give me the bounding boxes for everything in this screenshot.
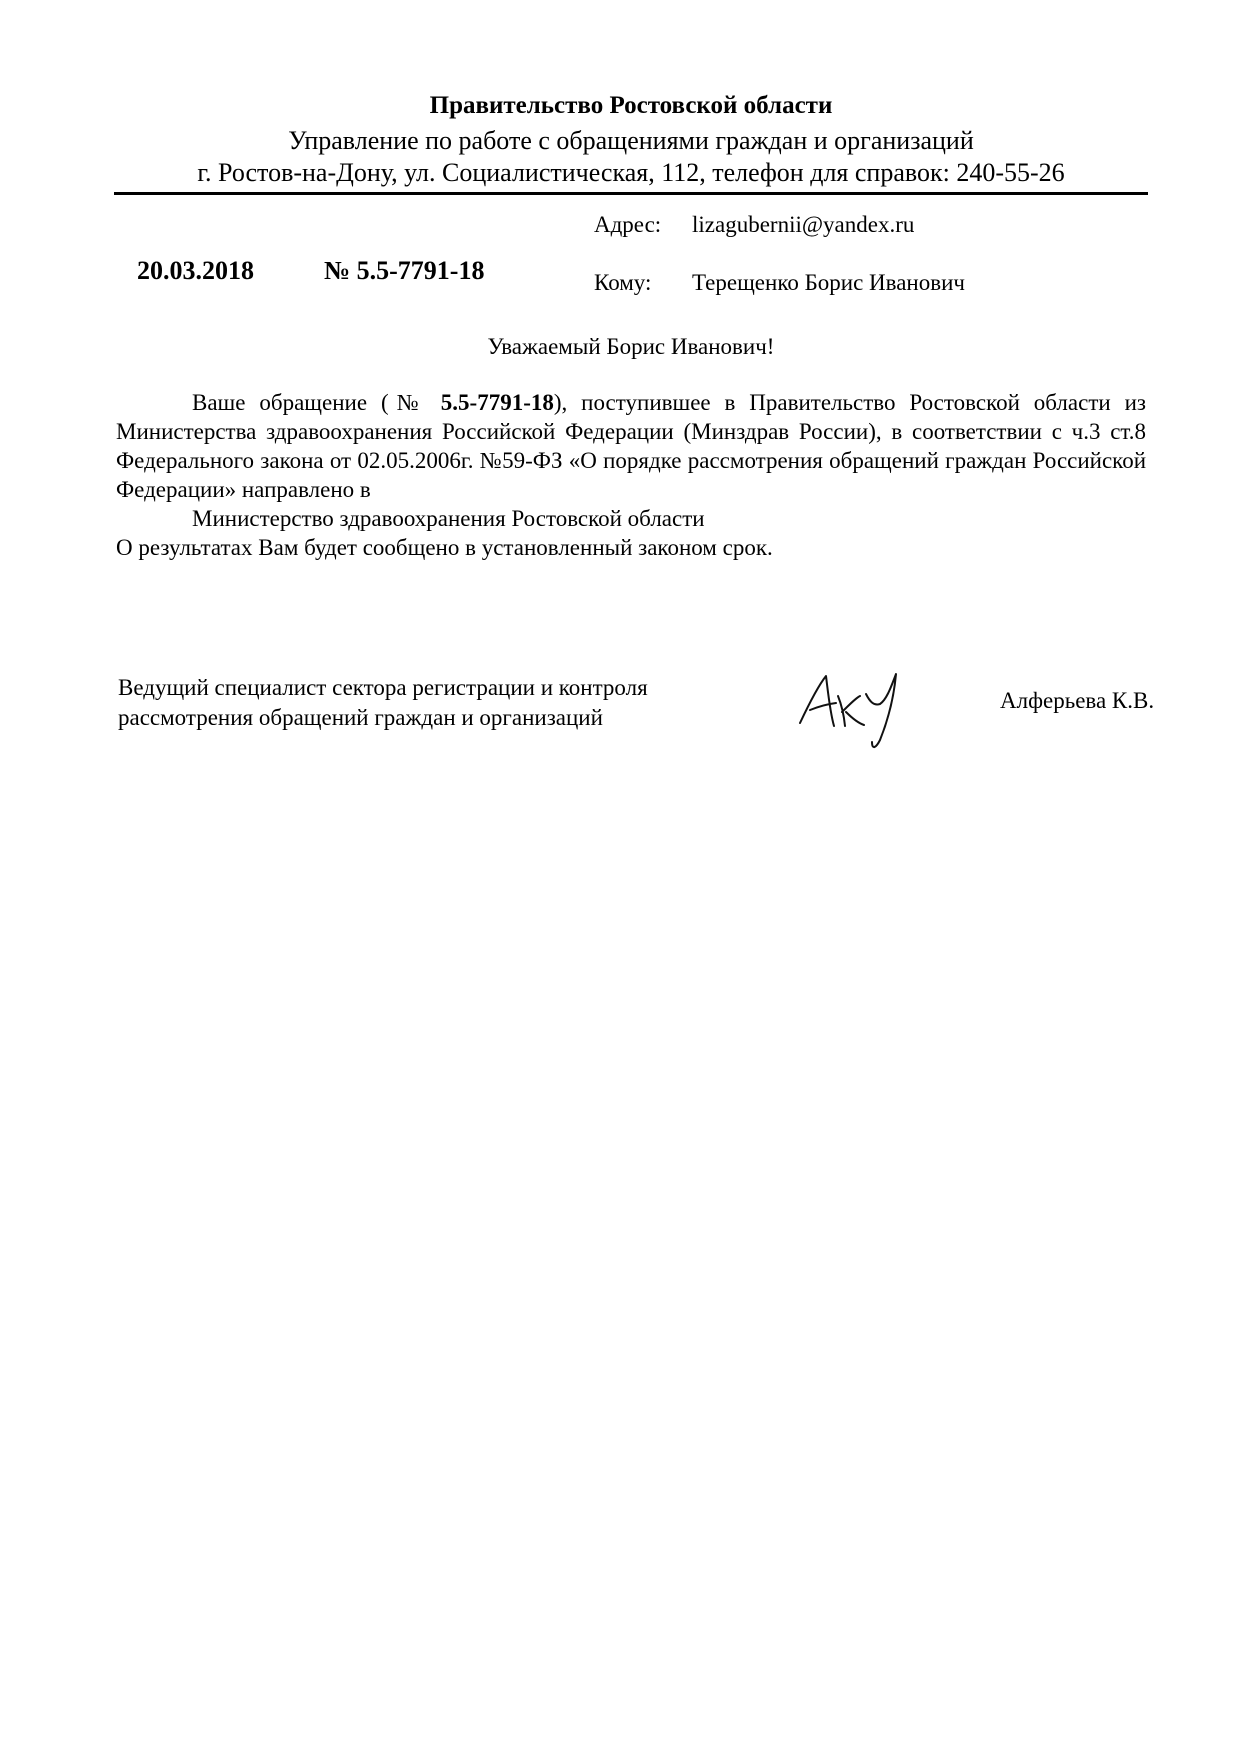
- body-text-end: ), поступившее в Правительство Ростовской области из Министерства здравоохранения Российской Федерации (Минздрав России), в соответствии с ч.3 ст.8 Федерального закона от 02.05.2006г. №59-ФЗ «О порядке рассмотрения обращений граждан Российской Федерации» направлено в: [116, 390, 1146, 502]
- greeting: Уважаемый Борис Иванович!: [487, 334, 775, 359]
- letter-number: № 5.5-7791-18: [324, 256, 485, 285]
- recipient-label: Кому:: [594, 270, 652, 295]
- body-paragraph: [116, 388, 1146, 504]
- address-email: lizagubernii@yandex.ru: [692, 212, 915, 237]
- organization-title: Правительство Ростовской области: [429, 92, 833, 119]
- address-label: Адрес:: [594, 212, 662, 237]
- office-address: г. Ростов-на-Дону, ул. Социалистическая, 112, телефон для справок: 240-55-26: [197, 158, 1065, 187]
- closing-sentence: О результатах Вам будет сообщено в установленный законом срок.: [116, 535, 773, 560]
- handwritten-signature: [790, 668, 920, 753]
- recipient-name: Терещенко Борис Иванович: [692, 270, 965, 295]
- header-divider: [114, 192, 1148, 195]
- letter-body: [116, 388, 1146, 562]
- body-appeal-number: 5.5-7791-18: [440, 390, 554, 415]
- department-name: Управление по работе с обращениями граждан и организаций: [288, 126, 974, 155]
- signer-position: Ведущий специалист сектора регистрации и контроля рассмотрения обращений граждан и организаций: [118, 675, 648, 730]
- letter-date: 20.03.2018: [137, 256, 254, 285]
- body-text-start: Ваше обращение (№: [192, 390, 441, 415]
- forwarded-to: Министерство здравоохранения Ростовской области: [192, 506, 705, 531]
- signer-name: Алферьева К.В.: [1000, 688, 1155, 713]
